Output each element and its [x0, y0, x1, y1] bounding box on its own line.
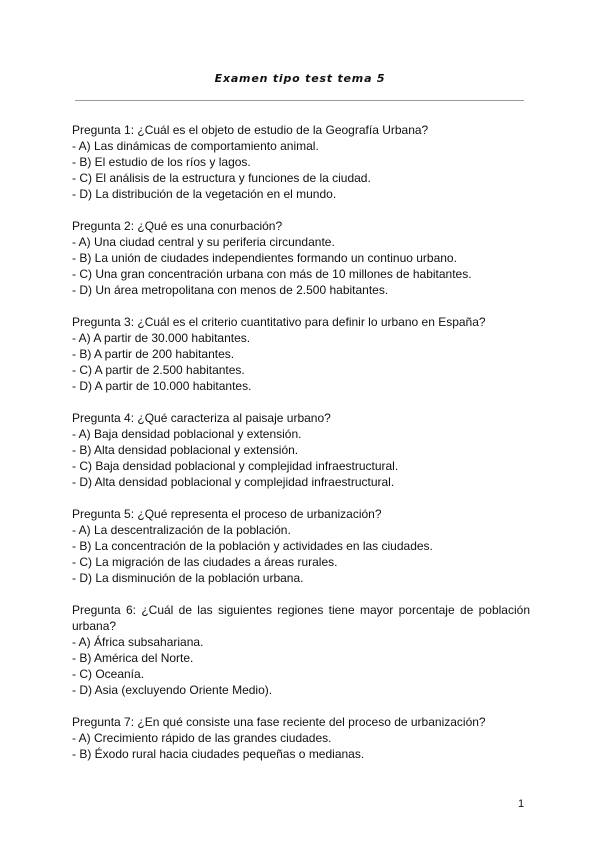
- answer-option-b: - B) América del Norte.: [72, 651, 194, 665]
- answer-option-a: - A) Las dinámicas de comportamiento animal.: [72, 139, 319, 153]
- question-text: Pregunta 4: ¿Qué caracteriza al paisaje urbano?: [72, 411, 331, 425]
- question-6: [72, 602, 530, 698]
- answer-option-c: - C) Baja densidad poblacional y complejidad infraestructural.: [72, 459, 399, 473]
- answer-option-b: - B) A partir de 200 habitantes.: [72, 347, 235, 361]
- answer-option-d: - D) Alta densidad poblacional y complejidad infraestructural.: [72, 475, 395, 489]
- answer-option-b: - B) Alta densidad poblacional y extensión.: [72, 443, 299, 457]
- question-text: Pregunta 6: ¿Cuál de las siguientes regiones tiene mayor porcentaje de población urbana?: [72, 603, 530, 633]
- answer-option-a: - A) Crecimiento rápido de las grandes ciudades.: [72, 731, 332, 745]
- question-2: [72, 218, 530, 298]
- answer-option-d: - D) Asia (excluyendo Oriente Medio).: [72, 683, 273, 697]
- answer-option-a: - A) A partir de 30.000 habitantes.: [72, 331, 251, 345]
- question-4: [72, 410, 530, 490]
- answer-option-a: - A) Baja densidad poblacional y extensión.: [72, 427, 302, 441]
- answer-option-b: - B) El estudio de los ríos y lagos.: [72, 155, 251, 169]
- page-number: 1: [518, 798, 525, 810]
- answer-option-d: - D) La disminución de la población urbana.: [72, 571, 304, 585]
- document-title: Examen tipo test tema 5: [214, 72, 386, 85]
- answer-option-d: - D) Un área metropolitana con menos de 2.500 habitantes.: [72, 283, 389, 297]
- answer-option-b: - B) Éxodo rural hacia ciudades pequeñas o medianas.: [72, 747, 365, 761]
- question-5: [72, 506, 530, 586]
- answer-option-a: - A) África subsahariana.: [72, 635, 204, 649]
- answer-option-c: - C) Una gran concentración urbana con más de 10 millones de habitantes.: [72, 267, 472, 281]
- answer-option-c: - C) A partir de 2.500 habitantes.: [72, 363, 245, 377]
- question-text: Pregunta 1: ¿Cuál es el objeto de estudio de la Geografía Urbana?: [72, 123, 429, 137]
- answer-option-b: - B) La unión de ciudades independientes formando un continuo urbano.: [72, 251, 457, 265]
- question-list: [72, 122, 530, 778]
- question-7: [72, 714, 530, 762]
- answer-option-a: - A) Una ciudad central y su periferia circundante.: [72, 235, 335, 249]
- question-text: Pregunta 3: ¿Cuál es el criterio cuantitativo para definir lo urbano en España?: [72, 315, 486, 329]
- question-text: Pregunta 5: ¿Qué representa el proceso de urbanización?: [72, 507, 382, 521]
- title-divider: [75, 100, 524, 101]
- question-text: Pregunta 2: ¿Qué es una conurbación?: [72, 219, 283, 233]
- question-3: [72, 314, 530, 394]
- question-1: [72, 122, 530, 202]
- answer-option-c: - C) El análisis de la estructura y funciones de la ciudad.: [72, 171, 371, 185]
- answer-option-d: - D) La distribución de la vegetación en el mundo.: [72, 187, 337, 201]
- answer-option-b: - B) La concentración de la población y actividades en las ciudades.: [72, 539, 433, 553]
- answer-option-d: - D) A partir de 10.000 habitantes.: [72, 379, 252, 393]
- answer-option-a: - A) La descentralización de la población.: [72, 523, 291, 537]
- question-text: Pregunta 7: ¿En qué consiste una fase reciente del proceso de urbanización?: [72, 715, 486, 729]
- answer-option-c: - C) Oceanía.: [72, 667, 145, 681]
- answer-option-c: - C) La migración de las ciudades a áreas rurales.: [72, 555, 338, 569]
